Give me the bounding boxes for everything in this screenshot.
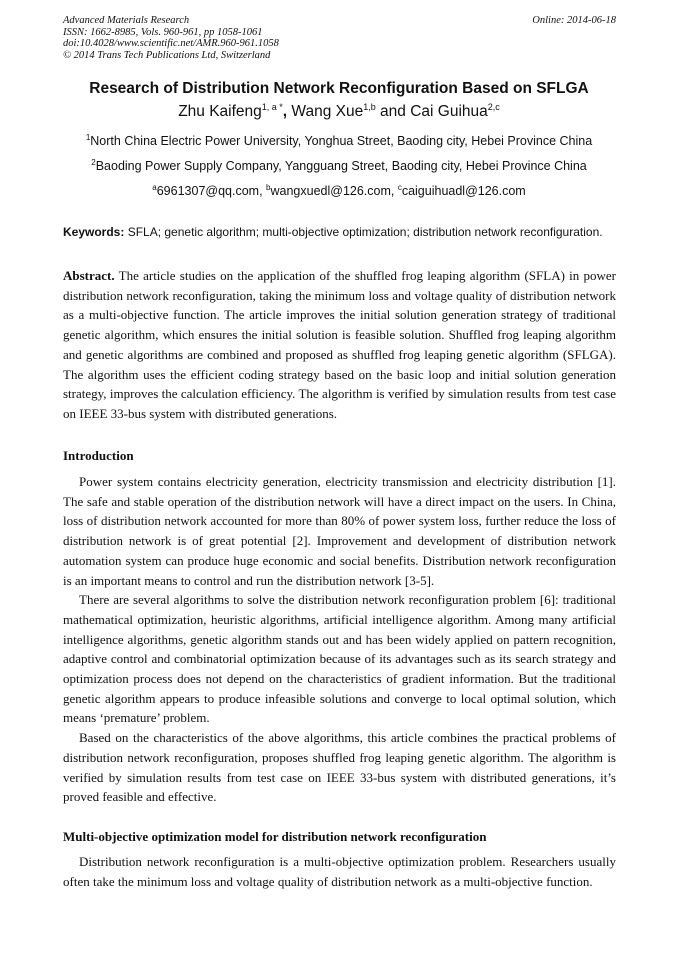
email-superscript: a — [152, 183, 157, 192]
paper-title: Research of Distribution Network Reconfiguration Based on SFLGA — [89, 80, 589, 97]
affiliation-text: North China Electric Power University, Yonghua Street, Baoding city, Hebei Province China — [90, 134, 593, 148]
doi-line: doi:10.4028/www.scientific.net/AMR.960-961.1058 — [63, 38, 279, 49]
section-heading-introduction: Introduction — [63, 448, 134, 463]
affiliation-1 — [0, 134, 678, 148]
keywords-text: SFLA; genetic algorithm; multi-objective optimization; distribution network reconfiguration. — [124, 225, 603, 239]
email-line — [0, 184, 678, 198]
paragraph: Power system contains electricity generation, electricity transmission and electricity distribution [1]. The safe and stable operation of the distribution network will have a direct impact on the users. In China, loss of distribution network accounted for more than 80% of power system loss, further reduce the loss of distribution network is of great potential [2]. Improvement and development of distribution network automation system can produce huge economic and social benefits. Distribution network reconfiguration is an important means to control and run the distribution network [3-5]. — [63, 474, 616, 588]
author-superscript: 1, a * — [261, 102, 283, 112]
email-superscript: c — [397, 183, 402, 192]
abstract-label: Abstract. — [63, 268, 115, 283]
email-address: 6961307@qq.com, — [156, 184, 267, 198]
issn-line: ISSN: 1662-8985, Vols. 960-961, pp 1058-1061 — [63, 26, 263, 38]
paragraph: Distribution network reconfiguration is a multi-objective optimization problem. Researchers usually often take the minimum loss and voltage quality of distribution network as a multi-objective function. — [63, 854, 616, 889]
author-separator: and — [375, 103, 411, 120]
affiliation-2 — [0, 159, 678, 173]
author-superscript: 1,b — [363, 102, 376, 112]
paragraph: Based on the characteristics of the above algorithms, this article combines the practical problems of distribution network reconfiguration, proposes shuffled frog leaping genetic algorithm. The algorithm is verified by simulation results from test case on IEEE 33-bus system with distributed generations, it’s proved feasible and effective. — [63, 730, 616, 805]
author-name: Cai Guihua — [410, 103, 488, 120]
author-separator: , — [282, 103, 292, 120]
author-line — [0, 103, 678, 121]
journal-name: Advanced Materials Research — [63, 15, 190, 26]
affiliation-superscript: 2 — [91, 158, 96, 167]
email-superscript: b — [266, 183, 271, 192]
introduction-body — [63, 472, 616, 807]
author-name: Wang Xue — [291, 103, 364, 120]
paragraph: There are several algorithms to solve the distribution network reconfiguration problem [6]: traditional mathematical optimization, heuristic algorithms, artificial intelligence algorithm. Among many artificial intelligence algorithms, genetic algorithm stands out and has been widely applied on pattern recognition, adaptive control and combinatorial optimization because of its advantages such as its search strategy and optimization process does not depend on the characteristics of gradient information. But the traditional genetic algorithm appears to produce infeasible solutions and converge to local optimal solution, which means ‘premature’ problem. — [63, 592, 616, 726]
journal-header — [63, 15, 616, 61]
keywords-label: Keywords: — [63, 225, 125, 239]
online-date: Online: 2014-06-18 — [532, 15, 616, 26]
author-superscript: 2,c — [487, 102, 500, 112]
author-name: Zhu Kaifeng — [178, 103, 262, 120]
keywords — [63, 223, 616, 242]
model-body — [63, 852, 616, 891]
affiliation-superscript: 1 — [85, 133, 91, 142]
email-address: wangxuedl@126.com, — [270, 184, 398, 198]
affiliation-text: Baoding Power Supply Company, Yangguang Street, Baoding city, Hebei Province China — [95, 159, 587, 173]
email-address: caiguihuadl@126.com — [401, 184, 526, 198]
abstract — [63, 266, 616, 424]
section-heading-model: Multi-objective optimization model for distribution network reconfiguration — [63, 829, 487, 844]
abstract-text: The article studies on the application of the shuffled frog leaping algorithm (SFLA) in power distribution network reconfiguration, taking the minimum loss and voltage quality of distribution network as a multi-objective function. The article improves the initial solution generation strategy of traditional genetic algorithm, which ensures the initial solution is feasible solution. Shuffled frog leaping algorithm and genetic algorithms are combined and proposed as shuffled frog leaping genetic algorithm (SFLGA). The algorithm uses the efficient coding strategy based on the basic loop and initial solution generation strategy, improves the calculation efficiency. The algorithm is verified by simulation results from test case on IEEE 33-bus system with distributed generations. — [63, 268, 616, 421]
copyright-line: © 2014 Trans Tech Publications Ltd, Switzerland — [63, 49, 271, 61]
